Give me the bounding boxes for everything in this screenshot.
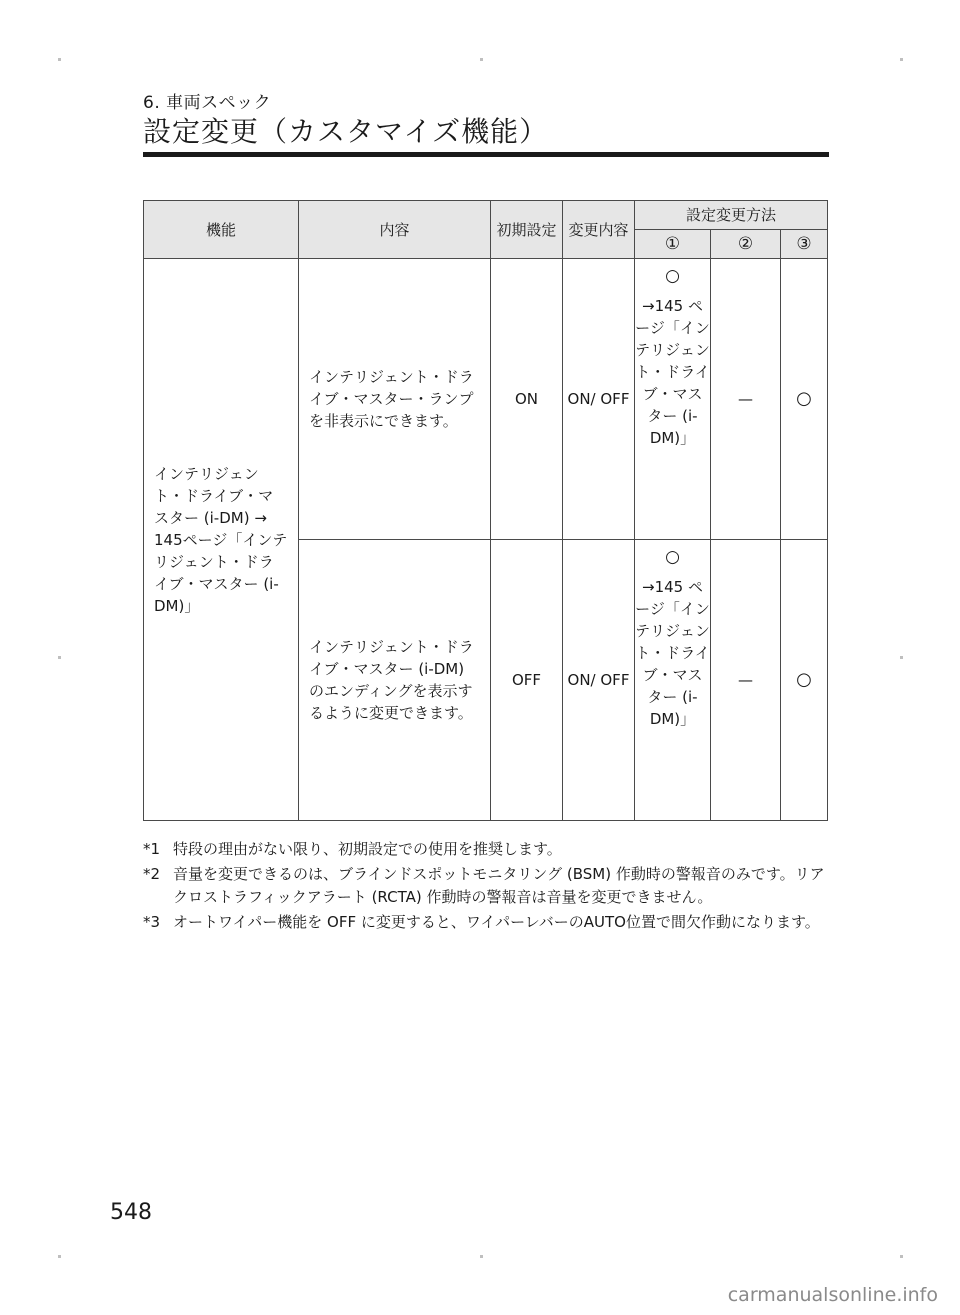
crop-mark — [58, 1255, 61, 1258]
section-heading: 6. 車両スペック — [143, 93, 272, 113]
method3-cell: ○ — [781, 259, 828, 540]
watermark: carmanualsonline.info — [727, 1284, 938, 1306]
method1-cell — [635, 540, 711, 821]
method2-cell: — — [711, 259, 781, 540]
options-cell: ON/ OFF — [563, 540, 635, 821]
footnote-mark: *1 — [143, 840, 161, 858]
header-method-3: ③ — [781, 230, 828, 259]
crop-mark — [900, 656, 903, 659]
header-options: 変更内容 — [563, 201, 635, 259]
footnote-mark: *3 — [143, 913, 161, 931]
function-cell: インテリジェント・ドライブ・マスター (i-DM) → 145ページ「インテリジェント・ドライブ・マスター (i-DM)」 — [144, 259, 299, 821]
footnote — [143, 838, 833, 861]
footnote-text: 特段の理由がない限り、初期設定での使用を推奨します。 — [173, 840, 562, 858]
page-title: 設定変更（カスタマイズ機能） — [143, 115, 549, 148]
crop-mark — [480, 58, 483, 61]
crop-mark — [900, 58, 903, 61]
footnotes — [143, 838, 833, 936]
title-underline — [143, 152, 829, 157]
footnote-mark: *2 — [143, 865, 161, 883]
initial-cell: ON — [491, 259, 563, 540]
table-row — [144, 259, 828, 540]
method2-cell: — — [711, 540, 781, 821]
header-method-1: ① — [635, 230, 711, 259]
footnote — [143, 911, 833, 934]
page-number: 548 — [110, 1200, 152, 1225]
content-cell: インテリジェント・ドライブ・マスター・ランプを非表示にできます。 — [299, 259, 491, 540]
crop-mark — [58, 656, 61, 659]
initial-cell: OFF — [491, 540, 563, 821]
footnote-text: オートワイパー機能を OFF に変更すると、ワイパーレバーのAUTO位置で間欠作動になります。 — [173, 913, 820, 931]
method1-cell — [635, 259, 711, 540]
header-change-method: 設定変更方法 — [635, 201, 828, 230]
content-cell: インテリジェント・ドライブ・マスター (i-DM) のエンディングを表示するように変更できます。 — [299, 540, 491, 821]
method3-cell: ○ — [781, 540, 828, 821]
header-function: 機能 — [144, 201, 299, 259]
header-initial-setting: 初期設定 — [491, 201, 563, 259]
method1-mark: ○ — [665, 266, 680, 286]
header-content: 内容 — [299, 201, 491, 259]
method1-page-ref: →145 ページ「インテリジェント・ドライブ・マスター (i-DM)」 — [635, 297, 710, 447]
header-method-2: ② — [711, 230, 781, 259]
options-cell: ON/ OFF — [563, 259, 635, 540]
crop-mark — [480, 1255, 483, 1258]
method1-mark: ○ — [665, 547, 680, 567]
crop-mark — [900, 1255, 903, 1258]
footnote-text: 音量を変更できるのは、ブラインドスポットモニタリング (BSM) 作動時の警報音のみです。リアクロストラフィックアラート (RCTA) 作動時の警報音は音量を変更できません。 — [173, 865, 825, 906]
method1-page-ref: →145 ページ「インテリジェント・ドライブ・マスター (i-DM)」 — [635, 578, 710, 728]
footnote — [143, 863, 833, 909]
customization-table — [143, 200, 828, 821]
crop-mark — [58, 58, 61, 61]
